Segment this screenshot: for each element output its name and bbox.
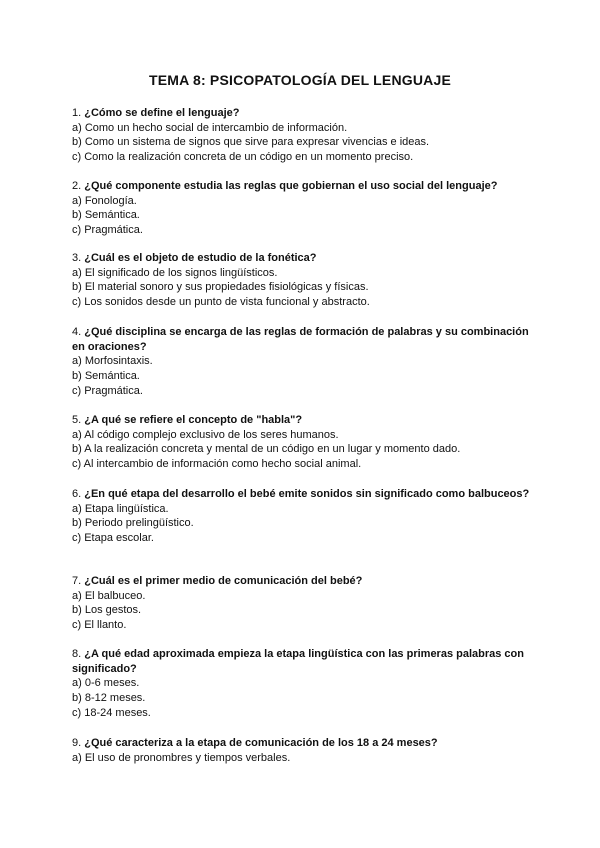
question-9 <box>72 736 542 765</box>
question-number: 8. <box>72 648 82 660</box>
question-text: ¿Qué componente estudia las reglas que gobiernan el uso social del lenguaje? <box>84 180 498 192</box>
page-title: TEMA 8: PSICOPATOLOGÍA DEL LENGUAJE <box>148 72 452 88</box>
option-c: c) Etapa escolar. <box>72 532 154 545</box>
option-a: a) Al código complejo exclusivo de los seres humanos. <box>72 428 339 441</box>
question-6 <box>72 487 542 546</box>
question-stem <box>72 574 542 589</box>
question-number: 6. <box>72 488 82 500</box>
question-text: ¿A qué edad aproximada empieza la etapa lingüística con las primeras palabras con significado? <box>72 648 524 675</box>
question-number: 9. <box>72 737 82 749</box>
question-2 <box>72 179 542 238</box>
option-b: b) Periodo prelingüístico. <box>72 517 194 530</box>
question-number: 5. <box>72 414 82 426</box>
question-3 <box>72 251 542 310</box>
question-stem <box>72 179 542 194</box>
question-text: ¿En qué etapa del desarrollo el bebé emite sonidos sin significado como balbuceos? <box>84 488 530 500</box>
question-8 <box>72 647 542 721</box>
option-c: c) El llanto. <box>72 619 127 632</box>
question-text: ¿Qué caracteriza a la etapa de comunicación de los 18 a 24 meses? <box>84 737 438 749</box>
option-c: c) Pragmática. <box>72 384 143 397</box>
question-1 <box>72 106 542 165</box>
option-a: a) Como un hecho social de intercambio de información. <box>72 121 348 134</box>
option-b: b) A la realización concreta y mental de un código en un lugar y momento dado. <box>72 443 461 456</box>
option-b: b) Como un sistema de signos que sirve para expresar vivencias e ideas. <box>72 136 430 149</box>
question-text: ¿Qué disciplina se encarga de las reglas de formación de palabras y su combinación en oraciones? <box>72 326 529 353</box>
question-text: ¿Cuál es el objeto de estudio de la fonética? <box>84 252 317 264</box>
option-b: b) Los gestos. <box>72 604 142 617</box>
question-5 <box>72 413 542 472</box>
option-c: c) 18-24 meses. <box>72 706 151 719</box>
question-7 <box>72 574 542 633</box>
question-stem <box>72 487 542 502</box>
option-a: a) 0-6 meses. <box>72 677 140 690</box>
question-4 <box>72 325 542 399</box>
question-text: ¿Cuál es el primer medio de comunicación del bebé? <box>84 575 363 587</box>
question-stem <box>72 325 542 354</box>
option-b: b) El material sonoro y sus propiedades fisiológicas y físicas. <box>72 281 369 294</box>
question-stem <box>72 647 542 676</box>
question-text: ¿Cómo se define el lenguaje? <box>84 107 240 119</box>
question-number: 2. <box>72 180 82 192</box>
question-text: ¿A qué se refiere el concepto de "habla"? <box>84 414 303 426</box>
question-stem <box>72 736 542 751</box>
question-number: 1. <box>72 107 82 119</box>
option-b: b) Semántica. <box>72 370 140 383</box>
option-b: b) Semántica. <box>72 209 140 222</box>
option-b: b) 8-12 meses. <box>72 692 146 705</box>
question-number: 4. <box>72 326 82 338</box>
option-c: c) Al intercambio de información como hecho social animal. <box>72 458 362 471</box>
option-c: c) Pragmática. <box>72 224 143 237</box>
option-c: c) Como la realización concreta de un código en un momento preciso. <box>72 151 414 164</box>
option-a: a) Fonología. <box>72 194 137 207</box>
option-a: a) El uso de pronombres y tiempos verbales. <box>72 751 291 764</box>
option-a: a) Etapa lingüística. <box>72 502 169 515</box>
option-a: a) Morfosintaxis. <box>72 355 153 368</box>
option-a: a) El significado de los signos lingüísticos. <box>72 266 278 279</box>
question-stem <box>72 413 542 428</box>
option-a: a) El balbuceo. <box>72 589 146 602</box>
question-stem <box>72 106 542 121</box>
question-stem <box>72 251 542 266</box>
question-number: 7. <box>72 575 82 587</box>
option-c: c) Los sonidos desde un punto de vista funcional y abstracto. <box>72 296 370 309</box>
question-number: 3. <box>72 252 82 264</box>
